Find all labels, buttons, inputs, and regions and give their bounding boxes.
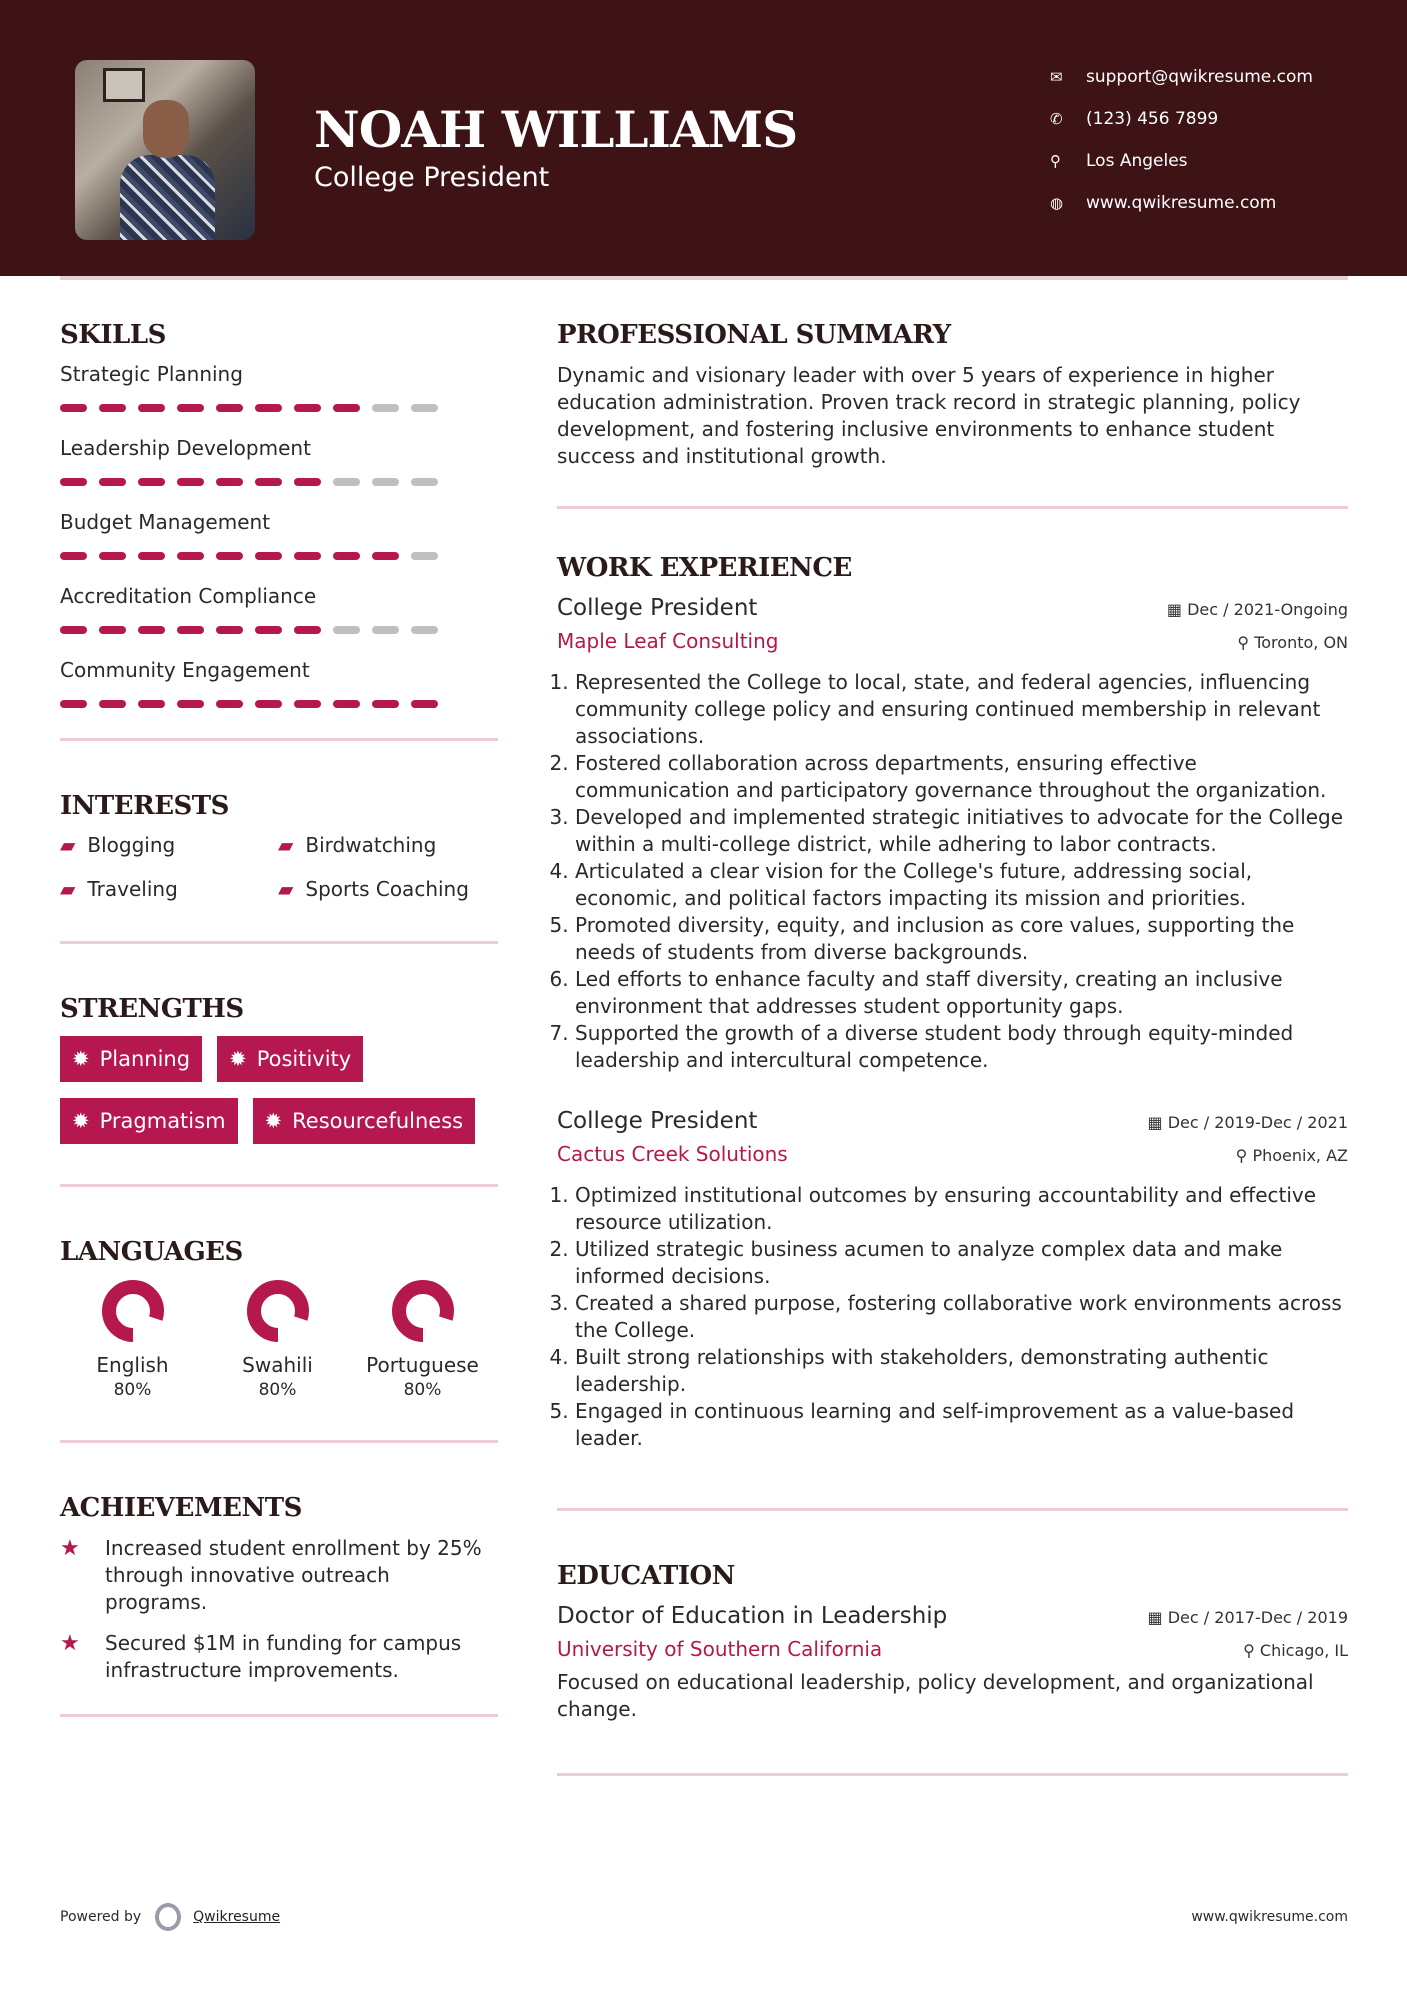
website-text: www.qwikresume.com [1086, 193, 1277, 213]
divider [557, 1773, 1348, 1776]
achievement-item [60, 1630, 498, 1684]
language-name: English [96, 1353, 169, 1377]
skill-dot [294, 626, 321, 634]
pin-icon: ⚲ [1235, 1146, 1253, 1165]
interests-list [60, 833, 498, 901]
strength-tag [217, 1036, 363, 1082]
location-text: Toronto, ON [1254, 633, 1348, 652]
star-icon: ★ [60, 1536, 80, 1561]
strengths-list [60, 1036, 490, 1144]
job-bullet: 3. Developed and implemented strategic initiatives to advocate for the College within a multi-college district, while adhering to labor contracts. [575, 804, 1348, 858]
summary-heading: PROFESSIONAL SUMMARY [557, 320, 951, 350]
job-header [557, 595, 1348, 621]
skill-level-bar [60, 626, 498, 634]
job-bullet: 4. Built strong relationships with stakeholders, demonstrating authentic leadership. [575, 1344, 1348, 1398]
badge-icon: ✹ [264, 1109, 283, 1133]
job-bullet: 4. Articulated a clear vision for the College's future, addressing social, economic, and political factors impacting its mission and priorities. [575, 858, 1348, 912]
skill-dot [216, 404, 243, 412]
job-bullet: 2. Fostered collaboration across departments, ensuring effective communication and participatory governance throughout the organization. [575, 750, 1348, 804]
contact-list [1050, 56, 1313, 224]
footer [60, 1903, 1348, 1931]
degree: Doctor of Education in Leadership [557, 1603, 948, 1629]
language-ring [101, 1279, 165, 1343]
phone-text: (123) 456 7899 [1086, 109, 1219, 129]
skill-dot [255, 700, 282, 708]
achievement-text: Secured $1M in funding for campus infrastructure improvements. [105, 1631, 462, 1682]
skill-dot [411, 626, 438, 634]
strength-label: Pragmatism [99, 1109, 226, 1133]
skill-dot [333, 552, 360, 560]
job-bullet: 5. Promoted diversity, equity, and inclusion as core values, supporting the needs of students from diverse backgrounds. [575, 912, 1348, 966]
language-level: 80% [403, 1380, 442, 1400]
skill-dot [294, 552, 321, 560]
job-dates [1148, 1113, 1348, 1132]
language-ring [246, 1279, 310, 1343]
summary-text: Dynamic and visionary leader with over 5 years of experience in higher education administration. Proven track record in strategic planning, policy development, and fostering inclusive environments to enhance student success and institutional growth. [557, 363, 1301, 468]
strength-tag [60, 1098, 238, 1144]
skill-level-bar [60, 552, 498, 560]
contact-location [1050, 140, 1313, 182]
language-level: 80% [113, 1380, 152, 1400]
language-name: Swahili [242, 1353, 313, 1377]
location-text: Phoenix, AZ [1252, 1146, 1348, 1165]
footer-url[interactable]: www.qwikresume.com [1191, 1909, 1348, 1925]
skill-level-bar [60, 700, 498, 708]
skill-dot [216, 626, 243, 634]
jobs-list [557, 595, 1348, 1452]
job-bullet: 1. Optimized institutional outcomes by ensuring accountability and effective resource utilization. [575, 1182, 1348, 1236]
job-bullet: 1. Represented the College to local, state, and federal agencies, influencing community college policy and ensuring continued membership in relevant associations. [575, 669, 1348, 750]
skill-dot [216, 552, 243, 560]
skill-dot [138, 552, 165, 560]
candidate-name: NOAH WILLIAMS [314, 100, 798, 159]
skill-dot [177, 552, 204, 560]
job-bullet: 2. Utilized strategic business acumen to analyze complex data and make informed decisions. [575, 1236, 1348, 1290]
divider [60, 1184, 498, 1187]
divider [60, 1440, 498, 1443]
interests-heading: INTERESTS [60, 791, 229, 821]
experience-heading: WORK EXPERIENCE [557, 553, 852, 583]
skills-list [60, 362, 498, 708]
job-bullets [557, 669, 1348, 1074]
contact-phone[interactable] [1050, 98, 1313, 140]
languages-heading: LANGUAGES [60, 1237, 243, 1267]
achievement-item [60, 1535, 498, 1616]
skill-dot [411, 552, 438, 560]
badge-icon: ✹ [72, 1109, 90, 1133]
skill-dot [333, 700, 360, 708]
calendar-icon: ▦ [1147, 1113, 1168, 1132]
achievements-heading: ACHIEVEMENTS [60, 1493, 302, 1523]
pin-icon: ⚲ [1237, 633, 1255, 652]
divider [60, 738, 498, 741]
map-pin-icon: ⚲ [1050, 152, 1061, 170]
job-header [557, 1108, 1348, 1134]
skill-dot [255, 626, 282, 634]
book-icon: ▰ [278, 877, 294, 901]
skill-dot [255, 552, 282, 560]
divider [557, 506, 1348, 509]
language-item [205, 1279, 350, 1400]
job-bullet: 3. Created a shared purpose, fostering collaborative work environments across the College. [575, 1290, 1348, 1344]
skill-dot [177, 700, 204, 708]
star-icon: ★ [60, 1631, 80, 1656]
skill-name: Budget Management [60, 510, 271, 534]
job-sub [557, 1142, 1348, 1166]
powered-by [60, 1903, 280, 1931]
calendar-icon: ▦ [1147, 1608, 1168, 1627]
book-icon: ▰ [60, 833, 76, 857]
job-entry [557, 595, 1348, 1074]
skill-dot [99, 478, 126, 486]
skill-dot [333, 626, 360, 634]
skill-dot [372, 404, 399, 412]
skill-name: Community Engagement [60, 658, 310, 682]
strength-tag [253, 1098, 476, 1144]
skill-dot [60, 700, 87, 708]
job-bullet: 7. Supported the growth of a diverse student body through equity-minded leadership and intercultural competence. [575, 1020, 1348, 1074]
skill-dot [372, 478, 399, 486]
skill-dot [294, 700, 321, 708]
book-icon: ▰ [60, 877, 76, 901]
envelope-icon: ✉ [1050, 68, 1063, 86]
job-entry [557, 1108, 1348, 1452]
school: University of Southern California [557, 1637, 883, 1661]
header-divider [60, 276, 1348, 280]
interest-label: Traveling [87, 877, 178, 901]
divider [557, 1508, 1348, 1511]
interest-label: Sports Coaching [305, 877, 469, 901]
skill-dot [138, 700, 165, 708]
strength-label: Positivity [256, 1047, 352, 1071]
skill-dot [294, 478, 321, 486]
pin-icon: ⚲ [1243, 1641, 1260, 1660]
skill-dot [255, 404, 282, 412]
dates-text: Dec / 2017-Dec / 2019 [1167, 1608, 1348, 1627]
language-level: 80% [258, 1380, 297, 1400]
skill-dot [138, 626, 165, 634]
contact-email[interactable] [1050, 56, 1313, 98]
skill-dot [138, 478, 165, 486]
skill-dot [60, 404, 87, 412]
location-text: Los Angeles [1086, 151, 1188, 171]
job-title: College President [557, 1108, 758, 1134]
skill-dot [216, 700, 243, 708]
job-bullet: 5. Engaged in continuous learning and self-improvement as a value-based leader. [575, 1398, 1348, 1452]
strength-label: Planning [99, 1047, 191, 1071]
education-description: Focused on educational leadership, policy development, and organizational change. [557, 1670, 1314, 1721]
job-location [1237, 633, 1348, 652]
strength-label: Resourcefulness [292, 1109, 464, 1133]
candidate-title: College President [314, 162, 550, 193]
skill-dot [177, 404, 204, 412]
skill-dot [60, 552, 87, 560]
skill-dot [333, 404, 360, 412]
strength-tag [60, 1036, 202, 1082]
skill-level-bar [60, 404, 498, 412]
education-top [557, 1603, 1348, 1629]
interest-item [278, 877, 496, 901]
skill-dot [99, 552, 126, 560]
skill-dot [216, 478, 243, 486]
skill-dot [255, 478, 282, 486]
skill-dot [99, 700, 126, 708]
skill-name: Strategic Planning [60, 362, 243, 386]
badge-icon: ✹ [229, 1047, 247, 1071]
calendar-icon: ▦ [1166, 600, 1188, 619]
education-dates [1148, 1608, 1348, 1627]
language-name: Portuguese [366, 1353, 479, 1377]
brand-link[interactable]: Qwikresume [193, 1909, 281, 1925]
skill-dot [60, 478, 87, 486]
education-location [1243, 1641, 1348, 1660]
interest-label: Blogging [87, 833, 176, 857]
dates-text: Dec / 2021-Ongoing [1187, 600, 1348, 619]
divider [60, 1714, 498, 1717]
email-text: support@qwikresume.com [1086, 67, 1313, 87]
interest-item [278, 833, 496, 857]
language-item [350, 1279, 495, 1400]
divider [60, 941, 498, 944]
skill-dot [177, 626, 204, 634]
skill-dot [372, 552, 399, 560]
powered-by-text: Powered by [60, 1909, 142, 1925]
skill-dot [372, 626, 399, 634]
skill-name: Leadership Development [60, 436, 311, 460]
language-ring [391, 1279, 455, 1343]
job-bullet: 6. Led efforts to enhance faculty and staff diversity, creating an inclusive environment that addresses student opportunity gaps. [575, 966, 1348, 1020]
right-column [557, 320, 1348, 1776]
skill-dot [372, 700, 399, 708]
skill-dot [99, 626, 126, 634]
skill-dot [411, 700, 438, 708]
job-title: College President [557, 595, 758, 621]
skills-heading: SKILLS [60, 320, 166, 350]
skill-dot [99, 404, 126, 412]
skill-dot [294, 404, 321, 412]
job-dates [1167, 600, 1348, 619]
skill-dot [177, 478, 204, 486]
location-text: Chicago, IL [1259, 1641, 1348, 1660]
interest-label: Birdwatching [305, 833, 437, 857]
interest-item [60, 833, 278, 857]
strengths-heading: STRENGTHS [60, 994, 244, 1024]
phone-icon: ✆ [1050, 110, 1063, 128]
skill-dot [138, 404, 165, 412]
skill-dot [411, 478, 438, 486]
globe-icon: ◍ [1050, 194, 1064, 212]
profile-photo [75, 60, 255, 240]
qwikresume-logo-icon [155, 1903, 181, 1931]
job-bullets [557, 1182, 1348, 1452]
job-sub [557, 629, 1348, 653]
company-name: Maple Leaf Consulting [557, 629, 779, 653]
interest-item [60, 877, 278, 901]
languages-list [60, 1279, 498, 1400]
skill-level-bar [60, 478, 498, 486]
education-heading: EDUCATION [557, 1561, 735, 1591]
language-item [60, 1279, 205, 1400]
book-icon: ▰ [278, 833, 294, 857]
contact-website[interactable] [1050, 182, 1313, 224]
skill-dot [60, 626, 87, 634]
job-location [1236, 1146, 1348, 1165]
skill-dot [411, 404, 438, 412]
education-sub [557, 1637, 1348, 1661]
skill-dot [333, 478, 360, 486]
dates-text: Dec / 2019-Dec / 2021 [1167, 1113, 1348, 1132]
badge-icon: ✹ [72, 1047, 90, 1071]
left-column [60, 320, 498, 1767]
company-name: Cactus Creek Solutions [557, 1142, 788, 1166]
achievement-text: Increased student enrollment by 25% through innovative outreach programs. [105, 1536, 482, 1614]
header [0, 0, 1407, 276]
skill-name: Accreditation Compliance [60, 584, 317, 608]
